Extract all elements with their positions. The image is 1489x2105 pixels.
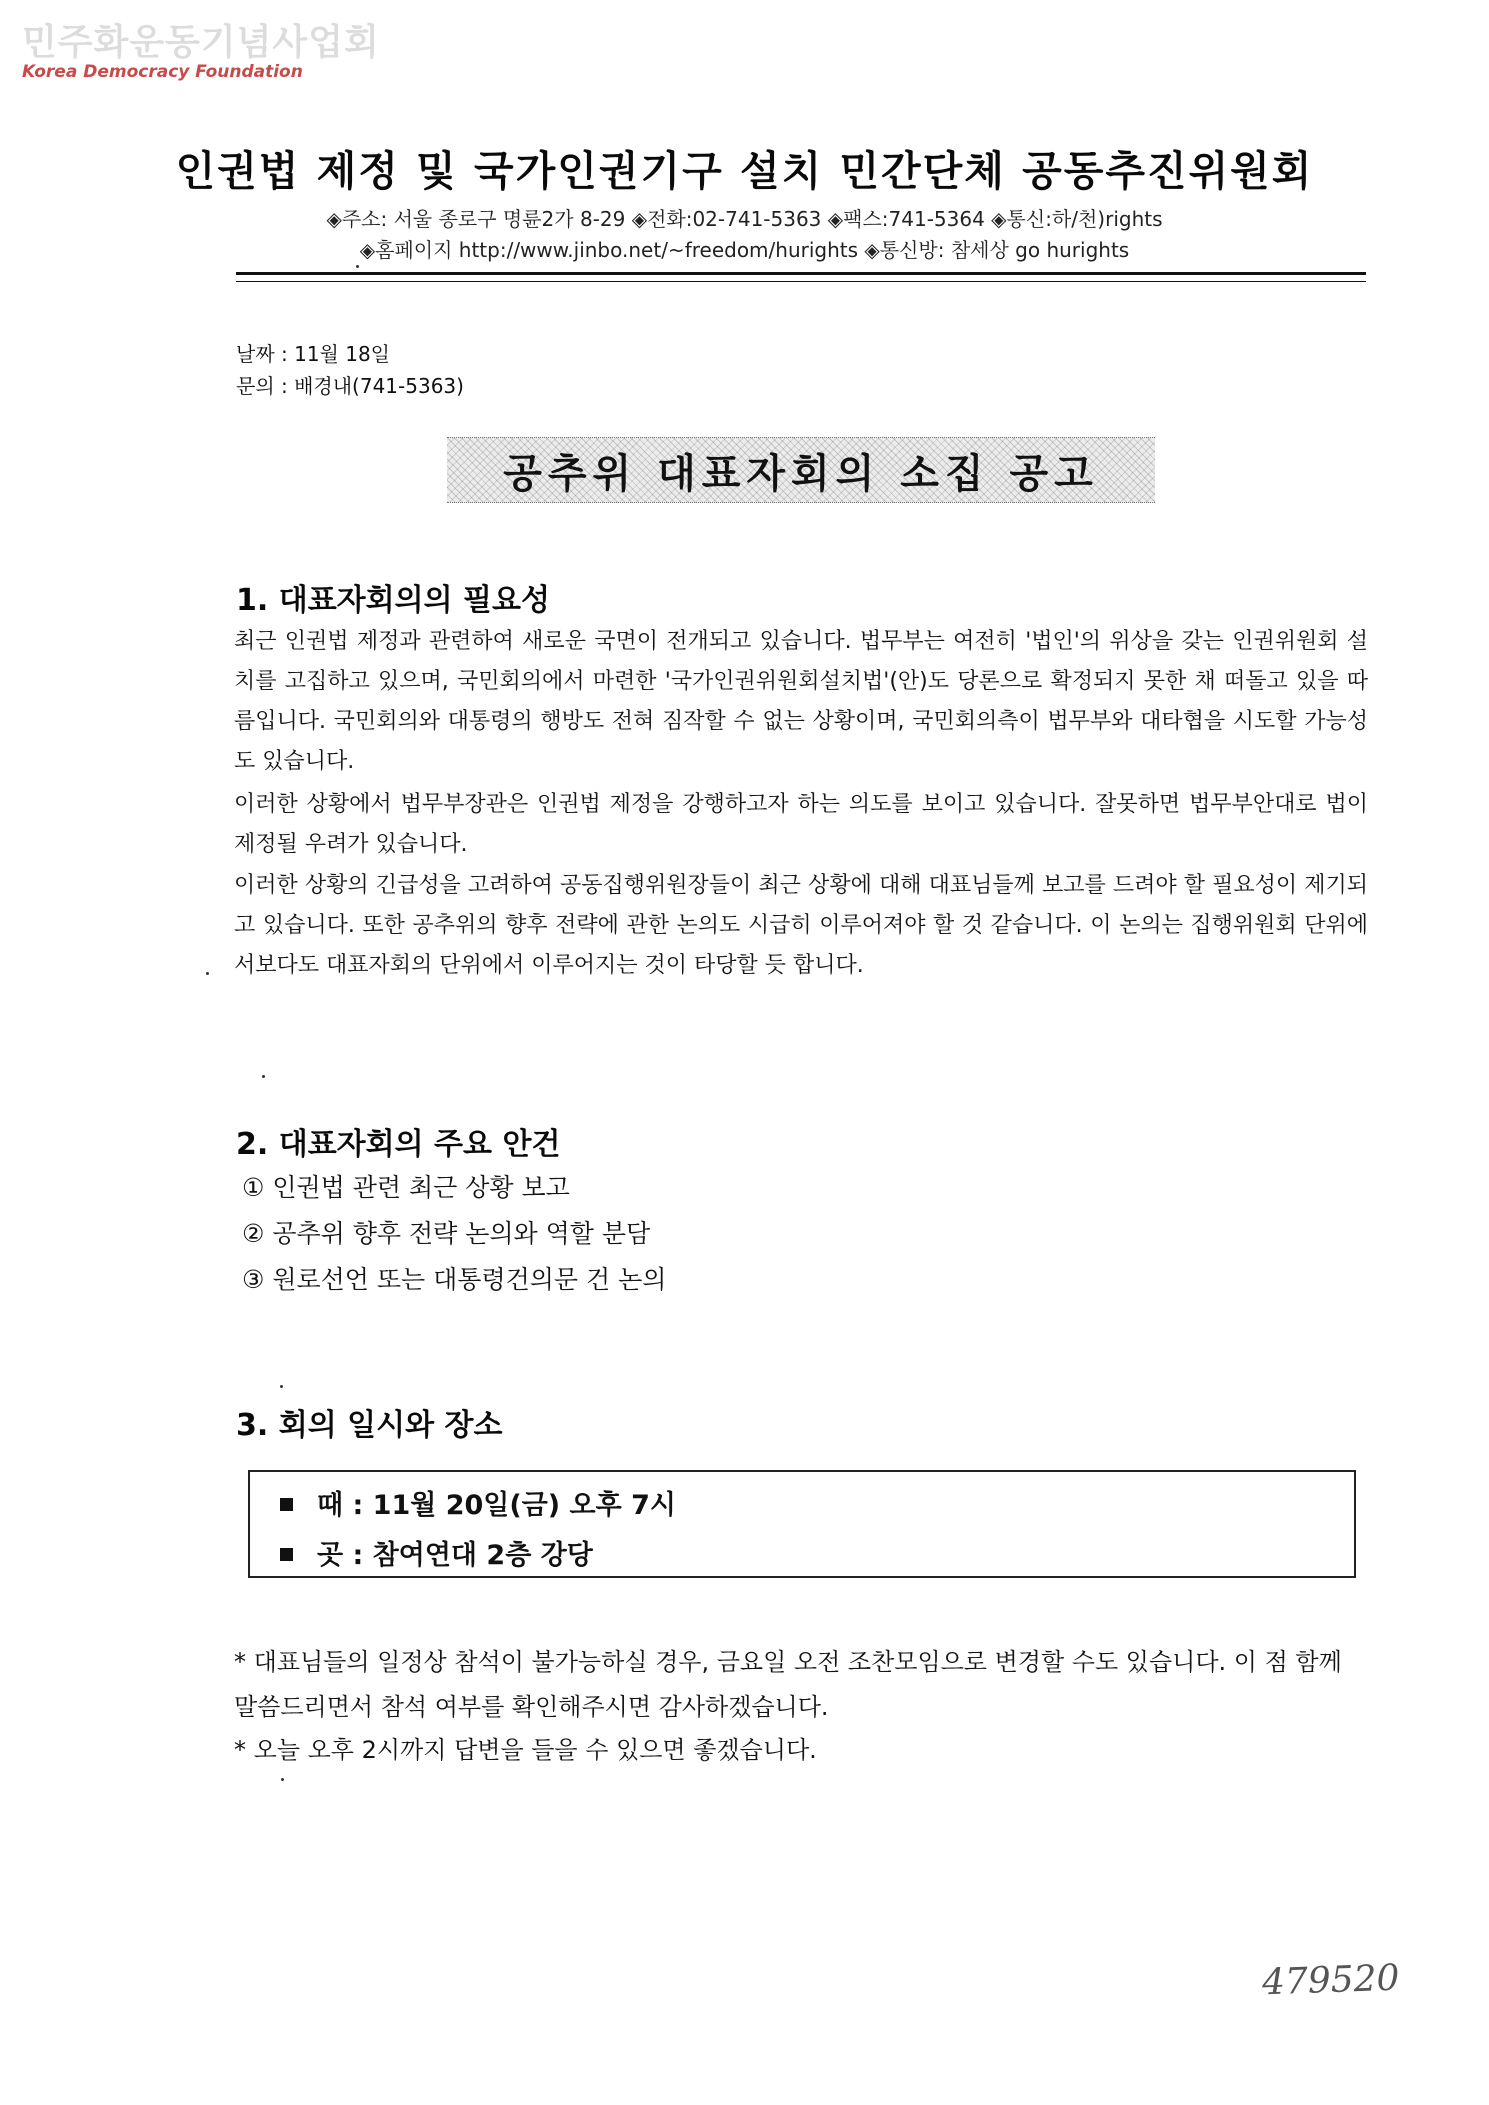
watermark-english: Korea Democracy Foundation bbox=[22, 62, 303, 82]
section-1-paragraph-2: 이러한 상황에서 법무부장관은 인권법 제정을 강행하고자 하는 의도를 보이고 있습니다. 잘못하면 법무부안대로 법이 제정될 우려가 있습니다. bbox=[234, 792, 1368, 857]
agenda-item: ③ 원로선언 또는 대통령건의문 건 논의 bbox=[242, 1265, 667, 1294]
scan-speck bbox=[281, 1778, 284, 1781]
meeting-place-text: 곳 : 참여연대 2층 강당 bbox=[317, 1540, 593, 1571]
contact-line-1: ◈주소: 서울 종로구 명륜2가 8-29 ◈전화:02-741-5363 ◈팩스:741-5364 ◈통신:하/천)rights bbox=[326, 207, 1163, 231]
note-attendance: * 대표님들의 일정상 참석이 불가능하실 경우, 금요일 오전 조찬모임으로 변경할 수도 있습니다. 이 점 함께 말씀드리면서 참석 여부를 확인해주시면 감사하겠습니다. bbox=[234, 1648, 1342, 1721]
date-line: 날짜 : 11월 18일 bbox=[236, 342, 390, 366]
agenda-item: ② 공추위 향후 전략 논의와 역할 분담 bbox=[242, 1219, 651, 1248]
scan-speck bbox=[206, 972, 209, 975]
section-3-heading: 3. 회의 일시와 장소 bbox=[236, 1408, 503, 1443]
bullet-square-icon bbox=[280, 1548, 293, 1561]
bullet-square-icon bbox=[280, 1498, 293, 1511]
contact-line-2: ◈홈페이지 http://www.jinbo.net/~freedom/hurights ◈통신방: 참세상 go hurights bbox=[359, 238, 1130, 262]
section-1-heading: 1. 대표자회의의 필요성 bbox=[236, 583, 550, 618]
notice-title-banner bbox=[447, 437, 1155, 503]
scan-speck bbox=[356, 265, 359, 268]
agenda-item: ① 인권법 관련 최근 상황 보고 bbox=[242, 1173, 570, 1202]
header-rule-thick bbox=[236, 272, 1366, 275]
meeting-time bbox=[280, 1483, 676, 1522]
section-1-paragraph-1: 최근 인권법 제정과 관련하여 새로운 국면이 전개되고 있습니다. 법무부는 여전히 '법인'의 위상을 갖는 인권위원회 설치를 고집하고 있으며, 국민회의에서 마련한 '국가인권위원회설치법'(안)도 당론으로 확정되지 못한 채 떠돌고 있을 따름입니다. 국민회의와 대통령의 행방도 전혀 짐작할 수 없는 상황이며, 국민회의측이 법무부와 대타협을 시도할 가능성도 있습니다. bbox=[234, 629, 1368, 774]
org-title: 인권법 제정 및 국가인권기구 설치 민간단체 공동추진위원회 bbox=[175, 147, 1314, 195]
scan-speck bbox=[262, 1075, 265, 1078]
section-1-paragraph-3: 이러한 상황의 긴급성을 고려하여 공동집행위원장들이 최근 상황에 대해 대표님들께 보고를 드려야 할 필요성이 제기되고 있습니다. 또한 공추위의 향후 전략에 관한 논의도 시급히 이루어져야 할 것 같습니다. 이 논의는 집행위원회 단위에서보다도 대표자회의 단위에서 이루어지는 것이 타당할 듯 합니다. bbox=[234, 873, 1368, 978]
note-reply-deadline: * 오늘 오후 2시까지 답변을 들을 수 있으면 좋겠습니다. bbox=[234, 1736, 817, 1764]
watermark-korean: 민주화운동기념사업회 bbox=[22, 22, 380, 63]
notice-title: 공추위 대표자회의 소집 공고 bbox=[503, 450, 1099, 497]
section-2-heading: 2. 대표자회의 주요 안건 bbox=[236, 1127, 561, 1162]
meeting-place bbox=[280, 1533, 593, 1572]
meeting-time-text: 때 : 11월 20일(금) 오후 7시 bbox=[317, 1490, 676, 1521]
scan-speck bbox=[280, 1385, 283, 1388]
header-rule-thin bbox=[236, 281, 1366, 282]
handwritten-number: 479520 bbox=[1261, 1957, 1401, 2004]
inquiry-line: 문의 : 배경내(741-5363) bbox=[236, 374, 464, 398]
